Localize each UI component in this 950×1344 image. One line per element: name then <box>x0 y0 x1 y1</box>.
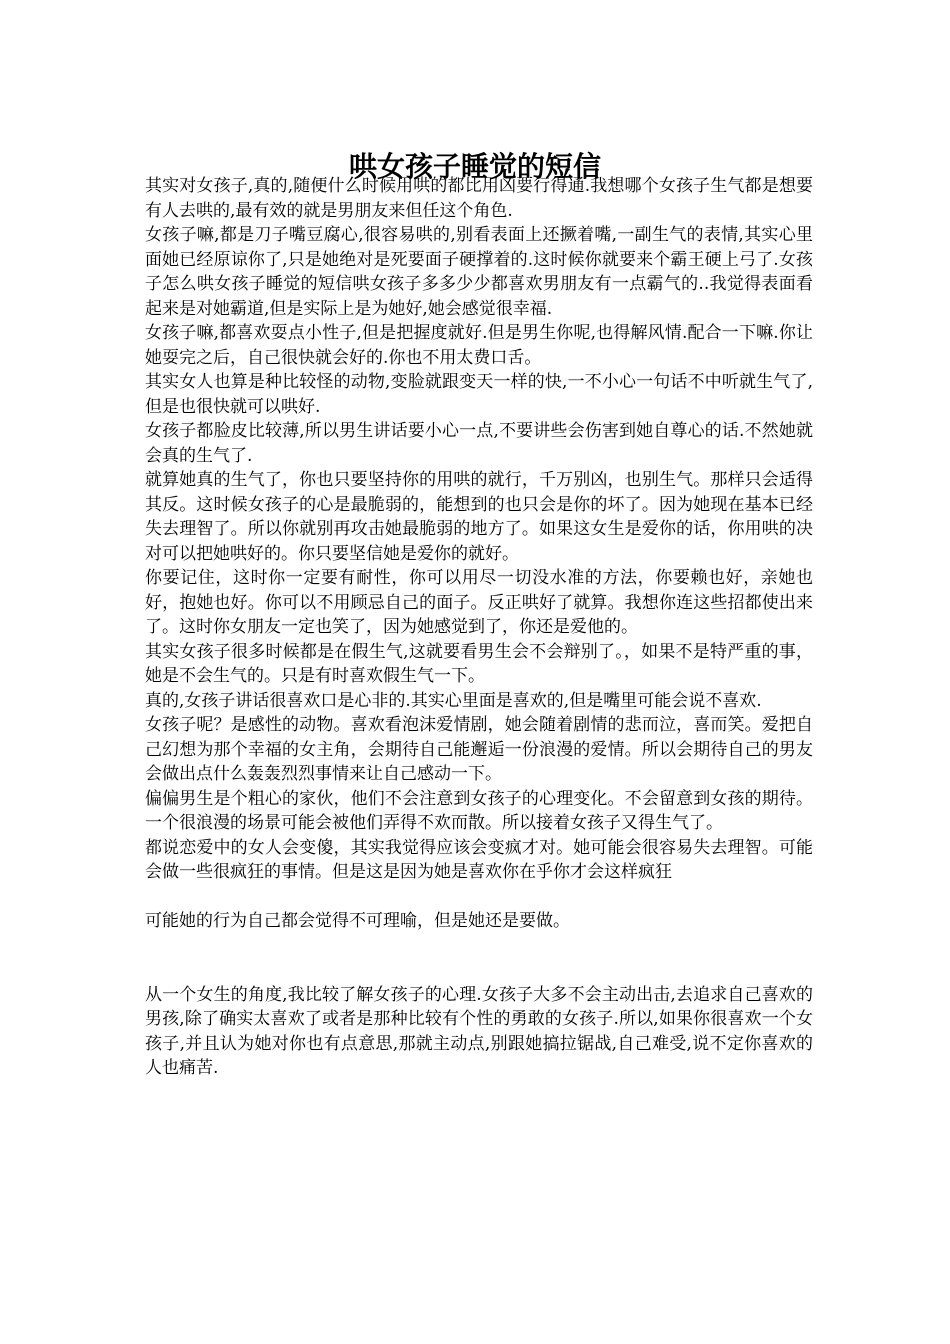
document-body <box>145 174 813 1081</box>
blank-lines <box>145 934 813 983</box>
paragraph-6: 就算她真的生气了，你也只要坚持你的用哄的就行，千万别凶，也别生气。那样只会适得其反。这时候女孩子的心是最脆弱的，能想到的也只会是你的坏了。因为她现在基本已经失去理智了。所以你就别再攻击她最脆弱的地方了。如果这女生是爱你的话，你用哄的决对可以把她哄好的。你只要坚信她是爱你的就好。 <box>145 470 813 564</box>
paragraph-13: 可能她的行为自己都会觉得不可理喻，但是她还是要做。 <box>145 911 570 931</box>
paragraph-14: 从一个女生的角度,我比较了解女孩子的心理.女孩子大多不会主动出击,去追求自己喜欢的男孩,除了确实太喜欢了或者是那种比较有个性的勇敢的女孩子.所以,如果你很喜欢一个女孩子,并且认为她对你也有点意思,那就主动点,别跟她搞拉锯战,自己难受,说不定你喜欢的人也痛苦. <box>145 984 813 1078</box>
paragraph-12: 都说恋爱中的女人会变傻，其实我觉得应该会变疯才对。她可能会很容易失去理智。可能会做一些很疯狂的事情。但是这是因为她是喜欢你在乎你才会这样疯狂 <box>145 837 813 882</box>
blank-line <box>145 885 813 910</box>
paragraph-3: 女孩子嘛,都喜欢耍点小性子,但是把握度就好.但是男生你呢,也得解风情.配合一下嘛.你让她耍完之后，自己很快就会好的.你也不用太费口舌。 <box>145 323 813 368</box>
paragraph-4: 其实女人也算是种比较怪的动物,变脸就跟变天一样的快,一不小心一句话不中听就生气了,但是也很快就可以哄好. <box>145 372 813 417</box>
paragraph-1: 其实对女孩子,真的,随便什么时候用哄的都比用凶要行得通.我想哪个女孩子生气都是想要有人去哄的,最有效的就是男朋友来但任这个角色. <box>145 176 813 221</box>
paragraph-10: 女孩子呢？是感性的动物。喜欢看泡沫爱情剧，她会随着剧情的悲而泣，喜而笑。爱把自己幻想为那个幸福的女主角，会期待自己能邂逅一份浪漫的爱情。所以会期待自己的男友会做出点什么轰轰烈烈事情来让自己感动一下。 <box>145 715 813 784</box>
paragraph-9: 真的,女孩子讲话很喜欢口是心非的.其实心里面是喜欢的,但是嘴里可能会说不喜欢. <box>145 690 762 711</box>
paragraph-5: 女孩子都脸皮比较薄,所以男生讲话要小心一点,不要讲些会伤害到她自尊心的话.不然她就会真的生气了. <box>145 421 813 466</box>
paragraph-8: 其实女孩子很多时候都是在假生气,这就要看男生会不会辩别了。，如果不是特严重的事，她是不会生气的。只是有时喜欢假生气一下。 <box>145 641 813 686</box>
page-title: 哄女孩子睡觉的短信 <box>348 149 601 183</box>
paragraph-7: 你要记住，这时你一定要有耐性，你可以用尽一切没水准的方法，你要赖也好，亲她也好，抱她也好。你可以不用顾忌自己的面子。反正哄好了就算。我想你连这些招都使出来了。这时你女朋友一定也笑了，因为她感觉到了，你还是爱他的。 <box>145 568 813 637</box>
paragraph-11: 偏偏男生是个粗心的家伙，他们不会注意到女孩子的心理变化。不会留意到女孩的期待。一个很浪漫的场景可能会被他们弄得不欢而散。所以接着女孩子又得生气了。 <box>145 788 813 833</box>
paragraph-2: 女孩子嘛,都是刀子嘴豆腐心,很容易哄的,别看表面上还撅着嘴,一副生气的表情,其实心里面她已经原谅你了,只是她绝对是死要面子硬撑着的.这时候你就要来个霸王硬上弓了.女孩子怎么哄女孩子睡觉的短信哄女孩子多多少少都喜欢男朋友有一点霸气的..我觉得表面看起来是对她霸道,但是实际上是为她好,她会感觉很幸福. <box>145 225 813 319</box>
